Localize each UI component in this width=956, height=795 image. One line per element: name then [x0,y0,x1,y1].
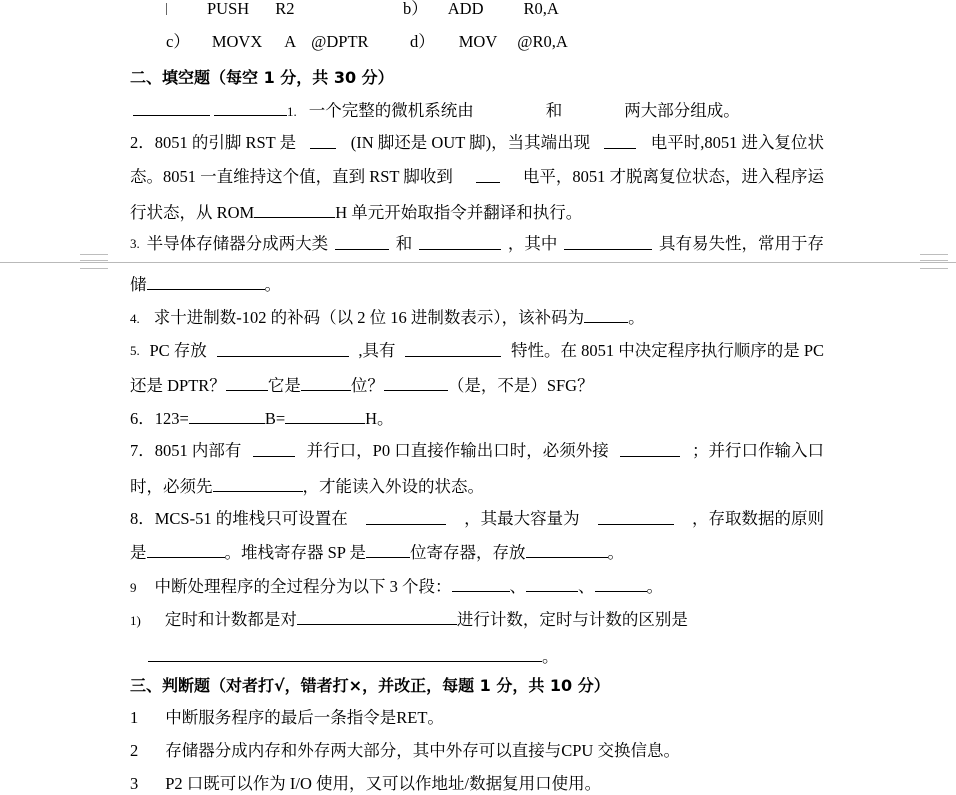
option-c-operand-1: A [284,32,297,51]
judgement-item-2 [130,740,680,762]
answer-blank[interactable] [564,233,652,250]
option-b-instruction: ADD [447,0,484,18]
question-text: （是，不是）SFG？ [447,376,594,395]
question-text: 半导体存储器分成两大类 [146,234,329,253]
item-text: P2 口既可以作为 I/O 使用，又可以作地址/数据复用口使用。 [165,774,602,793]
question-text: 位寄存器，存放 [410,543,526,562]
item-number: 3 [130,774,139,793]
question-text: 。堆栈寄存器 SP 是 [224,543,366,562]
option-b-operand: R0,A [523,0,559,18]
question-3-line-2 [130,273,281,295]
option-c-operand-2: @DPTR [311,32,369,51]
question-text: 行状态，从 ROM [130,203,255,222]
answer-blank[interactable] [310,132,336,149]
item-number: 1 [130,708,139,727]
question-text: 2．8051 的引脚 RST 是 [130,133,297,152]
question-text: 6．123= [130,409,189,428]
question-8-line-1 [130,508,824,530]
margin-mark [166,3,168,15]
question-2-line-1 [130,132,824,154]
answer-blank[interactable] [620,440,680,457]
question-3-line-1 [130,233,824,255]
option-a-operand: R2 [275,0,295,18]
question-text: PC 存放 [149,341,207,360]
question-10-line-2 [148,645,559,667]
question-text: 时，必须先 [130,477,213,496]
question-text: 进行计数，定时与计数的区别是 [456,610,688,629]
question-text: 定时和计数都是对 [164,610,297,629]
question-number: 4. [130,311,140,326]
answer-blank[interactable] [366,508,446,525]
question-text: H 单元开始取指令并翻译和执行。 [335,203,583,222]
item-number: 2 [130,741,139,760]
question-9 [130,575,663,597]
question-number: 5. [130,343,140,358]
judgement-item-1 [130,707,444,729]
option-d-instruction: MOV [458,32,498,51]
question-text: ，其中 [507,234,558,253]
question-5-line-1 [130,340,824,362]
item-text: 存储器分成内存和外存两大部分，其中外存可以直接与CPU 交换信息。 [165,741,680,760]
question-text: 求十进制数-102 的补码（以 2 位 16 进制数表示），该补码为 [153,308,585,327]
question-text: ，才能读入外设的状态。 [302,477,484,496]
answer-blank[interactable] [335,233,389,250]
answer-blank[interactable] [526,575,578,592]
question-text: 储 [130,275,147,294]
answer-blank[interactable] [226,374,268,391]
question-text: 和 [545,101,563,120]
question-text: 两大部分组成。 [624,101,740,120]
option-a [207,0,294,20]
question-text: 。 [628,308,645,327]
answer-blank[interactable] [285,407,365,424]
question-text: 并行口，P0 口直接作输出口时，必须外接 [306,441,609,460]
question-text: ,具有 [358,341,396,360]
option-d [410,31,568,53]
question-text: 。 [264,275,281,294]
question-text: 7．8051 内部有 [130,441,242,460]
question-6 [130,407,394,429]
option-c [166,31,369,53]
page-break-marker [80,254,108,269]
question-text: ；并行口作输入口 [692,441,824,460]
answer-blank[interactable] [254,201,335,218]
answer-blank[interactable] [598,508,674,525]
section-heading-fill-in: 二、填空题（每空 1 分，共 30 分） [130,68,394,87]
option-b-label: b） [403,0,428,18]
question-number: 1) [130,613,141,628]
question-4 [130,306,645,328]
question-text: 它是 [267,376,301,395]
answer-blank[interactable] [213,475,303,492]
answer-blank[interactable] [384,374,448,391]
question-text: 8．MCS-51 的堆栈只可设置在 [130,509,348,528]
page-break-marker [920,254,948,269]
answer-blank[interactable] [526,541,608,558]
question-text: 电平时,8051 进入复位状 [650,133,824,152]
question-text: (IN 脚还是 OUT 脚)，当其端出现 [350,133,591,152]
section-heading-true-false: 三、判断题（对者打√，错者打×，并改正，每题 1 分，共 10 分） [130,676,610,695]
question-7-line-1 [130,440,824,462]
question-text: 电平，8051 才脱离复位状态，进入程序运 [522,167,824,186]
answer-blank[interactable] [217,340,349,357]
option-b [403,0,559,20]
answer-blank[interactable] [133,99,210,116]
separator: 、 [509,577,526,596]
question-number: 3. [130,236,140,251]
answer-blank[interactable] [452,575,510,592]
question-number: 1. [287,104,297,119]
question-text: ，其最大容量为 [464,509,580,528]
question-7-line-2 [130,475,484,497]
option-a-instruction: PUSH [207,0,250,18]
question-text: 态。8051 一直维持这个值，直到 RST 脚收到 [130,167,453,186]
question-text: H。 [365,409,394,428]
answer-blank[interactable] [405,340,501,357]
answer-blank[interactable] [595,575,647,592]
question-text: 还是 DPTR？ [130,376,226,395]
answer-blank[interactable] [214,99,287,116]
option-d-label: d） [410,32,435,51]
question-number: 9 [130,580,137,595]
question-8-line-2 [130,541,624,563]
separator: 、 [578,577,595,596]
item-text: 中断服务程序的最后一条指令是RET。 [165,708,444,727]
question-text: 位？ [350,376,384,395]
answer-blank[interactable] [301,374,351,391]
answer-blank[interactable] [604,132,636,149]
question-text: 。 [646,577,663,596]
question-text: 是 [130,543,147,562]
answer-blank[interactable] [189,407,265,424]
question-text: ，存取数据的原则 [691,509,824,528]
answer-blank[interactable] [147,541,225,558]
answer-blank[interactable] [147,273,265,290]
answer-blank[interactable] [419,233,501,250]
question-text: 和 [395,234,413,253]
option-c-label: c） [166,32,190,51]
question-text: 特性。在 8051 中决定程序执行顺序的是 PC [510,341,824,360]
answer-blank[interactable] [366,541,410,558]
option-c-instruction: MOVX [211,32,263,51]
answer-blank[interactable] [253,440,295,457]
question-1 [133,99,740,121]
question-2-line-3 [130,201,582,223]
question-text: 。 [542,647,559,666]
question-text: 具有易失性，常用于存 [658,234,824,253]
answer-blank[interactable] [148,645,542,662]
page-break-line [0,262,956,263]
question-text: B= [264,409,286,428]
question-text: 一个完整的微机系统由 [308,101,474,120]
question-10-line-1 [130,608,688,630]
answer-blank[interactable] [476,166,500,183]
answer-blank[interactable] [297,608,457,625]
answer-blank[interactable] [584,306,628,323]
question-2-line-2 [130,166,824,188]
option-d-operand: @R0,A [517,32,568,51]
question-5-line-2 [130,374,594,396]
question-text: 。 [607,543,624,562]
judgement-item-3 [130,773,601,795]
question-text: 中断处理程序的全过程分为以下 3 个段： [154,577,452,596]
